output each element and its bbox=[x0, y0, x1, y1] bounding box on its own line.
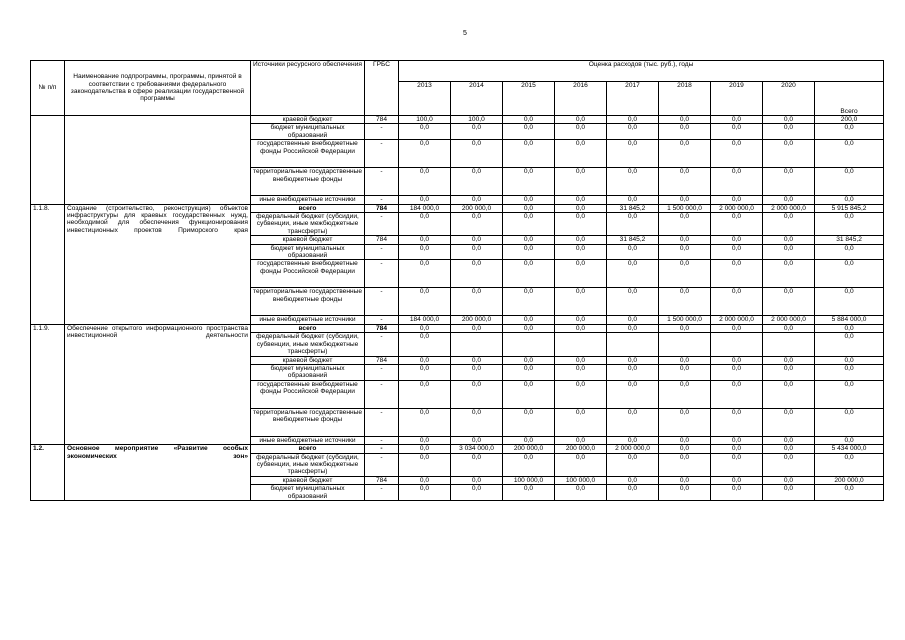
value-cell: 0,0 bbox=[711, 124, 763, 140]
value-cell: 0,0 bbox=[607, 168, 659, 196]
grbs-cell: - bbox=[365, 485, 399, 501]
value-cell: 0,0 bbox=[711, 485, 763, 501]
value-cell bbox=[659, 333, 711, 356]
value-cell: 0,0 bbox=[659, 213, 711, 236]
value-cell: 0,0 bbox=[607, 485, 659, 501]
value-cell: 200 000,0 bbox=[451, 316, 503, 324]
grbs-cell: 784 bbox=[365, 204, 399, 212]
source-cell: иные внебюджетные источники bbox=[251, 196, 365, 204]
value-cell: 200 000,0 bbox=[503, 445, 555, 453]
header-total: Всего bbox=[815, 82, 884, 116]
value-cell: 0,0 bbox=[399, 244, 451, 260]
value-cell: 0,0 bbox=[711, 168, 763, 196]
value-cell: 0,0 bbox=[711, 244, 763, 260]
value-cell: 0,0 bbox=[711, 445, 763, 453]
total-cell: 0,0 bbox=[815, 324, 884, 332]
source-cell: федеральный бюджет (субсидии, субвенции, иные межбюджетные трансферты) bbox=[251, 333, 365, 356]
value-cell: 0,0 bbox=[659, 485, 711, 501]
grbs-cell: 784 bbox=[365, 236, 399, 244]
value-cell: 0,0 bbox=[503, 364, 555, 380]
value-cell: 0,0 bbox=[607, 436, 659, 444]
source-cell: иные внебюджетные источники bbox=[251, 316, 365, 324]
value-cell: 0,0 bbox=[555, 436, 607, 444]
header-year: 2015 bbox=[503, 82, 555, 116]
value-cell: 0,0 bbox=[763, 364, 815, 380]
value-cell: 0,0 bbox=[399, 324, 451, 332]
value-cell: 0,0 bbox=[451, 196, 503, 204]
total-cell: 0,0 bbox=[815, 408, 884, 436]
source-cell: территориальные государственные внебюджетные фонды bbox=[251, 168, 365, 196]
value-cell: 0,0 bbox=[555, 364, 607, 380]
value-cell: 0,0 bbox=[399, 380, 451, 408]
source-cell: бюджет муниципальных образований bbox=[251, 124, 365, 140]
value-cell: 0,0 bbox=[763, 116, 815, 124]
header-num: № п/п bbox=[31, 61, 65, 116]
value-cell: 0,0 bbox=[555, 485, 607, 501]
total-cell: 0,0 bbox=[815, 168, 884, 196]
header-year: 2019 bbox=[711, 82, 763, 116]
item-number: 1.1.9. bbox=[31, 324, 65, 444]
value-cell: 1 500 000,0 bbox=[659, 204, 711, 212]
header-year: 2016 bbox=[555, 82, 607, 116]
grbs-cell: 784 bbox=[365, 356, 399, 364]
value-cell: 0,0 bbox=[399, 124, 451, 140]
value-cell: 0,0 bbox=[451, 260, 503, 288]
total-cell: 0,0 bbox=[815, 244, 884, 260]
value-cell: 0,0 bbox=[399, 356, 451, 364]
value-cell: 0,0 bbox=[607, 380, 659, 408]
header-year: 2017 bbox=[607, 82, 659, 116]
value-cell: 0,0 bbox=[763, 236, 815, 244]
total-cell: 0,0 bbox=[815, 288, 884, 316]
value-cell: 0,0 bbox=[763, 356, 815, 364]
value-cell: 0,0 bbox=[711, 364, 763, 380]
value-cell: 0,0 bbox=[503, 436, 555, 444]
value-cell: 0,0 bbox=[763, 445, 815, 453]
value-cell: 0,0 bbox=[503, 244, 555, 260]
value-cell: 0,0 bbox=[451, 408, 503, 436]
value-cell bbox=[451, 333, 503, 356]
value-cell: 0,0 bbox=[607, 260, 659, 288]
item-number bbox=[31, 116, 65, 205]
value-cell: 0,0 bbox=[711, 436, 763, 444]
value-cell: 0,0 bbox=[451, 236, 503, 244]
value-cell: 0,0 bbox=[399, 196, 451, 204]
value-cell: 0,0 bbox=[555, 316, 607, 324]
header-grbs: ГРБС bbox=[365, 61, 399, 116]
value-cell: 0,0 bbox=[763, 244, 815, 260]
value-cell: 0,0 bbox=[659, 445, 711, 453]
value-cell: 3 034 000,0 bbox=[451, 445, 503, 453]
value-cell: 0,0 bbox=[659, 196, 711, 204]
value-cell: 0,0 bbox=[503, 408, 555, 436]
value-cell: 0,0 bbox=[555, 236, 607, 244]
total-cell: 0,0 bbox=[815, 260, 884, 288]
value-cell: 0,0 bbox=[711, 453, 763, 476]
value-cell: 0,0 bbox=[399, 453, 451, 476]
header-name: Наименование подпрограммы, программы, принятой в соответствии с требованиями федерального законодательства в сфере реализации государственной программы bbox=[65, 61, 251, 116]
total-cell: 5 884 000,0 bbox=[815, 316, 884, 324]
grbs-cell: - bbox=[365, 260, 399, 288]
value-cell: 0,0 bbox=[659, 124, 711, 140]
value-cell: 0,0 bbox=[503, 196, 555, 204]
value-cell: 0,0 bbox=[763, 324, 815, 332]
value-cell: 0,0 bbox=[399, 140, 451, 168]
grbs-cell: - bbox=[365, 140, 399, 168]
value-cell: 0,0 bbox=[711, 324, 763, 332]
value-cell: 2 000 000,0 bbox=[711, 316, 763, 324]
grbs-cell: - bbox=[365, 445, 399, 453]
value-cell: 2 000 000,0 bbox=[607, 445, 659, 453]
value-cell: 0,0 bbox=[763, 213, 815, 236]
value-cell: 0,0 bbox=[555, 116, 607, 124]
grbs-cell: - bbox=[365, 244, 399, 260]
value-cell: 0,0 bbox=[659, 453, 711, 476]
grbs-cell: - bbox=[365, 453, 399, 476]
value-cell: 0,0 bbox=[607, 116, 659, 124]
item-number: 1.2. bbox=[31, 445, 65, 501]
value-cell: 0,0 bbox=[451, 324, 503, 332]
value-cell: 0,0 bbox=[555, 356, 607, 364]
value-cell: 0,0 bbox=[711, 408, 763, 436]
value-cell: 0,0 bbox=[607, 324, 659, 332]
value-cell: 0,0 bbox=[659, 140, 711, 168]
value-cell: 0,0 bbox=[451, 356, 503, 364]
total-cell: 0,0 bbox=[815, 364, 884, 380]
value-cell: 0,0 bbox=[711, 476, 763, 484]
value-cell: 0,0 bbox=[399, 445, 451, 453]
value-cell: 0,0 bbox=[659, 236, 711, 244]
value-cell: 0,0 bbox=[503, 140, 555, 168]
grbs-cell: - bbox=[365, 124, 399, 140]
value-cell bbox=[711, 333, 763, 356]
grbs-cell: - bbox=[365, 168, 399, 196]
table-row bbox=[31, 116, 884, 124]
value-cell: 0,0 bbox=[503, 288, 555, 316]
value-cell: 0,0 bbox=[607, 124, 659, 140]
source-cell: территориальные государственные внебюджетные фонды bbox=[251, 408, 365, 436]
value-cell: 184 000,0 bbox=[399, 204, 451, 212]
value-cell: 0,0 bbox=[503, 324, 555, 332]
value-cell: 1 500 000,0 bbox=[659, 316, 711, 324]
total-cell: 0,0 bbox=[815, 140, 884, 168]
header-source: Источники ресурсного обеспечения bbox=[251, 61, 365, 116]
value-cell: 2 000 000,0 bbox=[711, 204, 763, 212]
total-cell: 0,0 bbox=[815, 124, 884, 140]
value-cell: 0,0 bbox=[659, 380, 711, 408]
value-cell: 0,0 bbox=[451, 124, 503, 140]
value-cell: 0,0 bbox=[555, 124, 607, 140]
source-cell: бюджет муниципальных образований bbox=[251, 244, 365, 260]
value-cell: 0,0 bbox=[607, 356, 659, 364]
grbs-cell: 784 bbox=[365, 116, 399, 124]
value-cell: 100 000,0 bbox=[555, 476, 607, 484]
source-cell: федеральный бюджет (субсидии, субвенции, иные межбюджетные трансферты) bbox=[251, 213, 365, 236]
source-cell: государственные внебюджетные фонды Российской Федерации bbox=[251, 140, 365, 168]
value-cell: 0,0 bbox=[503, 124, 555, 140]
source-cell: всего bbox=[251, 204, 365, 212]
grbs-cell: 784 bbox=[365, 476, 399, 484]
value-cell: 0,0 bbox=[763, 485, 815, 501]
total-cell: 0,0 bbox=[815, 436, 884, 444]
item-name: Создание (строительство, реконструкция) объектов инфраструктуры для краевых государственных нужд, необходимой для обеспечения функционирования инвестиционных проектов Приморского края bbox=[65, 204, 251, 324]
value-cell: 0,0 bbox=[399, 288, 451, 316]
value-cell: 0,0 bbox=[451, 476, 503, 484]
item-name bbox=[65, 116, 251, 205]
value-cell: 0,0 bbox=[763, 124, 815, 140]
value-cell: 0,0 bbox=[711, 213, 763, 236]
header-year: 2020 bbox=[763, 82, 815, 116]
value-cell: 31 845,2 bbox=[607, 204, 659, 212]
value-cell: 0,0 bbox=[555, 453, 607, 476]
value-cell: 0,0 bbox=[451, 213, 503, 236]
item-name: Обеспечение открытого информационного пространства инвестиционной деятельности bbox=[65, 324, 251, 444]
grbs-cell: 784 bbox=[365, 324, 399, 332]
value-cell: 0,0 bbox=[607, 196, 659, 204]
total-cell: 0,0 bbox=[815, 333, 884, 356]
value-cell: 0,0 bbox=[503, 116, 555, 124]
value-cell: 0,0 bbox=[451, 364, 503, 380]
value-cell: 0,0 bbox=[555, 288, 607, 316]
value-cell: 0,0 bbox=[659, 116, 711, 124]
value-cell: 0,0 bbox=[399, 236, 451, 244]
total-cell: 200,0 bbox=[815, 116, 884, 124]
grbs-cell: - bbox=[365, 288, 399, 316]
grbs-cell: - bbox=[365, 213, 399, 236]
value-cell: 0,0 bbox=[659, 476, 711, 484]
grbs-cell: - bbox=[365, 436, 399, 444]
page-number: 5 bbox=[463, 30, 467, 37]
value-cell: 0,0 bbox=[711, 236, 763, 244]
grbs-cell: - bbox=[365, 380, 399, 408]
total-cell: 0,0 bbox=[815, 380, 884, 408]
value-cell: 0,0 bbox=[711, 196, 763, 204]
table-row bbox=[31, 324, 884, 332]
value-cell: 0,0 bbox=[659, 260, 711, 288]
value-cell: 200 000,0 bbox=[451, 204, 503, 212]
value-cell: 0,0 bbox=[711, 260, 763, 288]
value-cell: 0,0 bbox=[555, 380, 607, 408]
source-cell: территориальные государственные внебюджетные фонды bbox=[251, 288, 365, 316]
value-cell: 0,0 bbox=[503, 213, 555, 236]
value-cell: 0,0 bbox=[607, 213, 659, 236]
grbs-cell: - bbox=[365, 408, 399, 436]
value-cell: 0,0 bbox=[607, 453, 659, 476]
source-cell: государственные внебюджетные фонды Российской Федерации bbox=[251, 380, 365, 408]
value-cell: 0,0 bbox=[763, 140, 815, 168]
value-cell: 100,0 bbox=[451, 116, 503, 124]
value-cell: 0,0 bbox=[399, 364, 451, 380]
value-cell: 0,0 bbox=[555, 204, 607, 212]
header-year: 2018 bbox=[659, 82, 711, 116]
value-cell: 0,0 bbox=[555, 213, 607, 236]
grbs-cell: - bbox=[365, 316, 399, 324]
value-cell: 0,0 bbox=[763, 436, 815, 444]
value-cell: 184 000,0 bbox=[399, 316, 451, 324]
value-cell: 0,0 bbox=[763, 196, 815, 204]
value-cell: 0,0 bbox=[503, 168, 555, 196]
table-row bbox=[31, 445, 884, 453]
value-cell: 0,0 bbox=[607, 244, 659, 260]
header-year: 2014 bbox=[451, 82, 503, 116]
value-cell: 0,0 bbox=[711, 288, 763, 316]
value-cell: 0,0 bbox=[607, 364, 659, 380]
source-cell: бюджет муниципальных образований bbox=[251, 364, 365, 380]
total-cell: 0,0 bbox=[815, 485, 884, 501]
value-cell: 31 845,2 bbox=[607, 236, 659, 244]
value-cell: 0,0 bbox=[399, 260, 451, 288]
total-cell: 5 434 000,0 bbox=[815, 445, 884, 453]
grbs-cell: - bbox=[365, 333, 399, 356]
value-cell: 0,0 bbox=[503, 260, 555, 288]
total-cell: 0,0 bbox=[815, 356, 884, 364]
value-cell: 0,0 bbox=[763, 408, 815, 436]
value-cell: 0,0 bbox=[659, 408, 711, 436]
value-cell bbox=[503, 333, 555, 356]
value-cell: 0,0 bbox=[607, 140, 659, 168]
value-cell: 0,0 bbox=[763, 288, 815, 316]
value-cell: 0,0 bbox=[659, 364, 711, 380]
value-cell: 0,0 bbox=[503, 453, 555, 476]
value-cell: 0,0 bbox=[451, 485, 503, 501]
source-cell: бюджет муниципальных образований bbox=[251, 485, 365, 501]
value-cell: 0,0 bbox=[451, 244, 503, 260]
value-cell: 2 000 000,0 bbox=[763, 204, 815, 212]
value-cell: 0,0 bbox=[503, 356, 555, 364]
value-cell: 0,0 bbox=[711, 356, 763, 364]
value-cell: 0,0 bbox=[399, 476, 451, 484]
value-cell: 0,0 bbox=[711, 380, 763, 408]
header-estimate: Оценка расходов (тыс. руб.), годы bbox=[399, 61, 884, 82]
total-cell: 0,0 bbox=[815, 213, 884, 236]
value-cell: 0,0 bbox=[399, 408, 451, 436]
value-cell: 0,0 bbox=[763, 380, 815, 408]
source-cell: федеральный бюджет (субсидии, субвенции, иные межбюджетные трансферты) bbox=[251, 453, 365, 476]
value-cell: 0,0 bbox=[399, 485, 451, 501]
value-cell: 0,0 bbox=[607, 408, 659, 436]
value-cell: 0,0 bbox=[763, 260, 815, 288]
value-cell: 0,0 bbox=[659, 168, 711, 196]
item-name: Основное мероприятие «Развитие особых экономических зон» bbox=[65, 445, 251, 501]
total-cell: 200 000,0 bbox=[815, 476, 884, 484]
value-cell: 0,0 bbox=[659, 436, 711, 444]
value-cell: 0,0 bbox=[555, 244, 607, 260]
total-cell: 5 915 845,2 bbox=[815, 204, 884, 212]
value-cell: 0,0 bbox=[451, 140, 503, 168]
value-cell: 0,0 bbox=[607, 288, 659, 316]
value-cell: 0,0 bbox=[659, 356, 711, 364]
grbs-cell: - bbox=[365, 364, 399, 380]
source-cell: иные внебюджетные источники bbox=[251, 436, 365, 444]
value-cell: 0,0 bbox=[555, 324, 607, 332]
value-cell: 0,0 bbox=[607, 476, 659, 484]
value-cell: 0,0 bbox=[399, 436, 451, 444]
value-cell: 0,0 bbox=[399, 168, 451, 196]
total-cell: 0,0 bbox=[815, 453, 884, 476]
value-cell: 100 000,0 bbox=[503, 476, 555, 484]
source-cell: краевой бюджет bbox=[251, 476, 365, 484]
source-cell: краевой бюджет bbox=[251, 356, 365, 364]
header-year: 2013 bbox=[399, 82, 451, 116]
source-cell: краевой бюджет bbox=[251, 236, 365, 244]
item-number: 1.1.8. bbox=[31, 204, 65, 324]
value-cell: 0,0 bbox=[659, 288, 711, 316]
grbs-cell: - bbox=[365, 196, 399, 204]
value-cell: 0,0 bbox=[555, 196, 607, 204]
value-cell: 2 000 000,0 bbox=[763, 316, 815, 324]
value-cell: 0,0 bbox=[451, 168, 503, 196]
value-cell: 0,0 bbox=[503, 236, 555, 244]
value-cell: 0,0 bbox=[503, 485, 555, 501]
value-cell: 0,0 bbox=[763, 453, 815, 476]
source-cell: краевой бюджет bbox=[251, 116, 365, 124]
budget-table bbox=[30, 60, 884, 501]
value-cell: 0,0 bbox=[555, 408, 607, 436]
value-cell: 0,0 bbox=[451, 380, 503, 408]
value-cell: 0,0 bbox=[451, 288, 503, 316]
value-cell: 0,0 bbox=[503, 316, 555, 324]
value-cell: 0,0 bbox=[555, 168, 607, 196]
total-cell: 31 845,2 bbox=[815, 236, 884, 244]
value-cell: 0,0 bbox=[451, 436, 503, 444]
value-cell: 200 000,0 bbox=[555, 445, 607, 453]
value-cell: 0,0 bbox=[399, 333, 451, 356]
value-cell: 0,0 bbox=[711, 140, 763, 168]
value-cell: 100,0 bbox=[399, 116, 451, 124]
source-cell: всего bbox=[251, 445, 365, 453]
value-cell: 0,0 bbox=[659, 244, 711, 260]
value-cell bbox=[555, 333, 607, 356]
value-cell: 0,0 bbox=[607, 316, 659, 324]
value-cell bbox=[763, 333, 815, 356]
value-cell: 0,0 bbox=[451, 453, 503, 476]
source-cell: государственные внебюджетные фонды Российской Федерации bbox=[251, 260, 365, 288]
value-cell: 0,0 bbox=[659, 324, 711, 332]
value-cell: 0,0 bbox=[763, 168, 815, 196]
table-row bbox=[31, 204, 884, 212]
value-cell: 0,0 bbox=[503, 380, 555, 408]
source-cell: всего bbox=[251, 324, 365, 332]
total-cell: 0,0 bbox=[815, 196, 884, 204]
value-cell bbox=[607, 333, 659, 356]
value-cell: 0,0 bbox=[555, 260, 607, 288]
value-cell: 0,0 bbox=[711, 116, 763, 124]
value-cell: 0,0 bbox=[555, 140, 607, 168]
value-cell: 0,0 bbox=[763, 476, 815, 484]
value-cell: 0,0 bbox=[503, 204, 555, 212]
value-cell: 0,0 bbox=[399, 213, 451, 236]
